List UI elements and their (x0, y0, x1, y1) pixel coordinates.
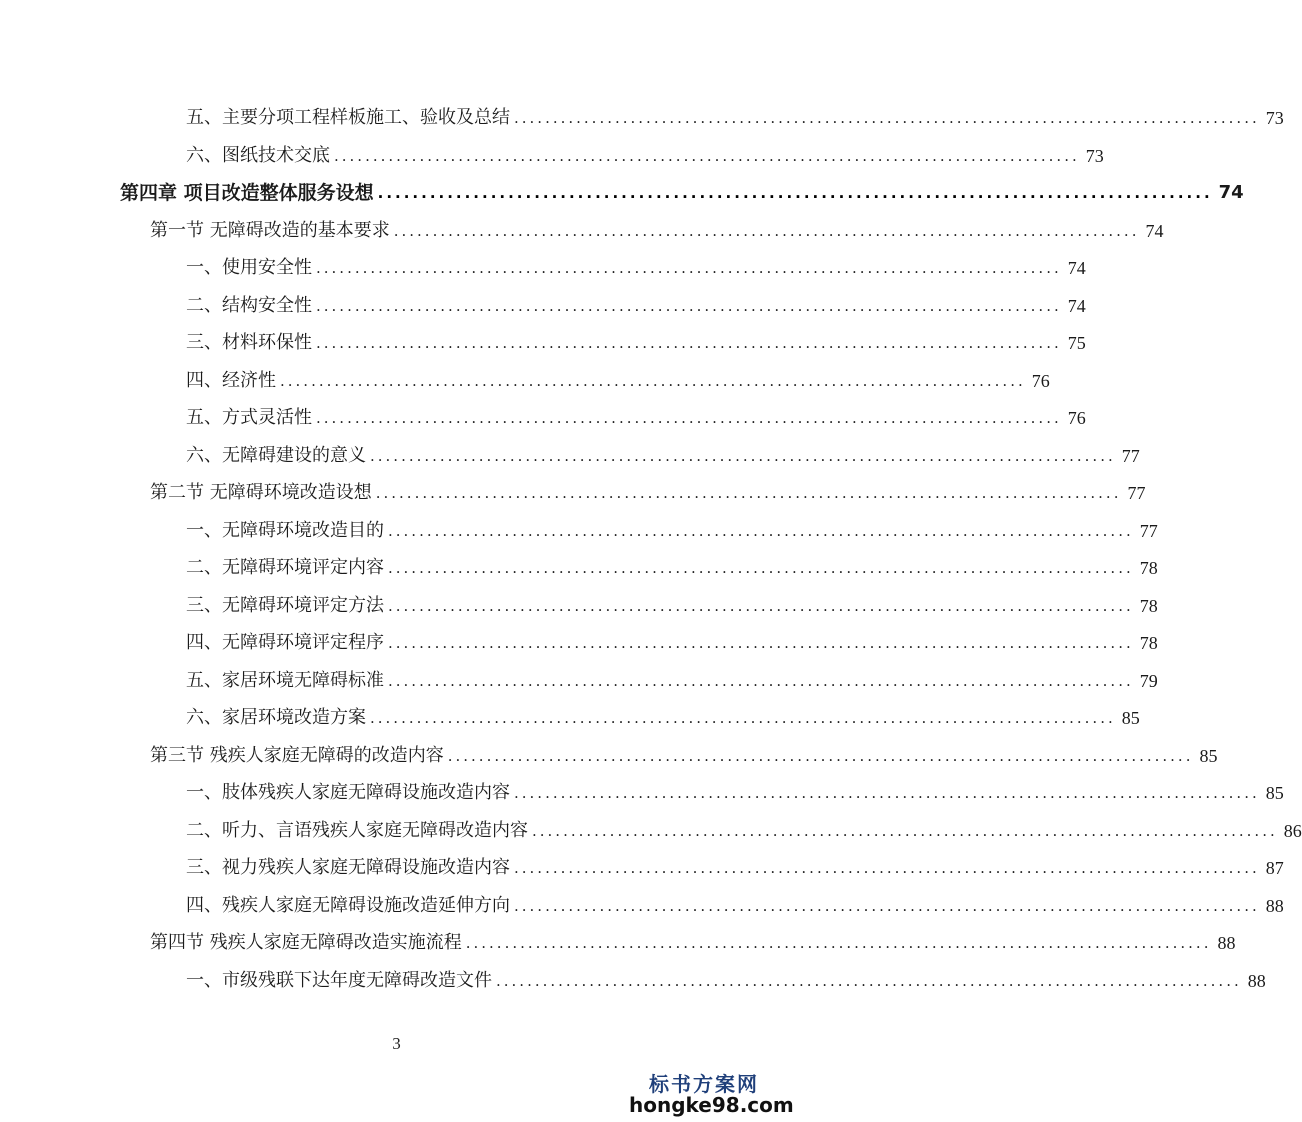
toc-entry[interactable] (186, 251, 1086, 285)
toc-entry[interactable] (186, 776, 1284, 810)
toc-leader-dots: ................................................................................................ (377, 184, 1213, 202)
watermark-name: 标书方案网 (649, 1072, 759, 1096)
toc-entry-page: 74 (1145, 221, 1164, 241)
toc-leader-dots: ................................................................................................ (316, 334, 1062, 352)
toc-entry-title: 五、方式灵活性 (186, 407, 312, 428)
toc-entry[interactable] (186, 514, 1158, 548)
toc-entry-title: 一、无障碍环境改造目的 (186, 520, 384, 541)
toc-leader-dots: ................................................................................................ (316, 259, 1062, 277)
toc-entry-page: 88 (1217, 933, 1236, 953)
toc-entry-title: 六、图纸技术交底 (186, 145, 330, 166)
toc-entry-title: 第四节 残疾人家庭无障碍改造实施流程 (150, 932, 462, 953)
toc-entry[interactable] (186, 851, 1284, 885)
toc-leader-dots: ................................................................................................ (316, 409, 1062, 427)
toc-entry-page: 87 (1265, 858, 1284, 878)
toc-entry-title: 四、经济性 (186, 370, 276, 391)
toc-entry[interactable] (186, 139, 1104, 173)
toc-leader-dots: ................................................................................................ (514, 109, 1260, 127)
toc-entry-page: 77 (1127, 483, 1146, 503)
toc-leader-dots: ................................................................................................ (388, 672, 1134, 690)
toc-entry[interactable] (186, 289, 1086, 323)
toc-section-entry[interactable] (150, 739, 1218, 773)
toc-entry[interactable] (186, 439, 1140, 473)
toc-entry-page: 85 (1121, 708, 1140, 728)
toc-entry-title: 一、使用安全性 (186, 257, 312, 278)
toc-entry-page: 75 (1067, 333, 1086, 353)
toc-leader-dots: ................................................................................................ (496, 972, 1242, 990)
toc-entry-title: 二、听力、言语残疾人家庭无障碍改造内容 (186, 820, 528, 841)
toc-leader-dots: ................................................................................................ (388, 559, 1134, 577)
toc-entry-title: 六、无障碍建设的意义 (186, 445, 366, 466)
toc-leader-dots: ................................................................................................ (465, 934, 1212, 952)
watermark-url: hongke98.com (629, 1093, 794, 1117)
toc-entry-title: 第四章 项目改造整体服务设想 (120, 182, 374, 204)
toc-entry[interactable] (186, 814, 1302, 848)
toc-entry[interactable] (186, 701, 1140, 735)
toc-entry-page: 77 (1121, 446, 1140, 466)
toc-leader-dots: ................................................................................................ (334, 147, 1080, 165)
toc-leader-dots: ................................................................................................ (514, 897, 1260, 915)
toc-section-entry[interactable] (150, 476, 1146, 510)
toc-entry[interactable] (186, 664, 1158, 698)
toc-leader-dots: ................................................................................................ (370, 709, 1116, 727)
toc-entry-page: 77 (1139, 521, 1158, 541)
toc-entry[interactable] (186, 889, 1284, 923)
toc-leader-dots: ................................................................................................ (388, 597, 1134, 615)
toc-entry-page: 79 (1139, 671, 1158, 691)
toc-entry-page: 78 (1139, 558, 1158, 578)
toc-leader-dots: ................................................................................................ (316, 297, 1062, 315)
toc-entry[interactable] (186, 401, 1086, 435)
toc-entry[interactable] (186, 101, 1284, 135)
toc-entry-page: 74 (1067, 258, 1086, 278)
toc-entry[interactable] (186, 626, 1158, 660)
toc-entry[interactable] (186, 589, 1158, 623)
toc-entry-title: 三、无障碍环境评定方法 (186, 595, 384, 616)
toc-entry-page: 88 (1247, 971, 1266, 991)
page-number: 3 (392, 1034, 401, 1053)
toc-entry-page: 73 (1085, 146, 1104, 166)
toc-leader-dots: ................................................................................................ (447, 747, 1194, 765)
toc-leader-dots: ................................................................................................ (370, 447, 1116, 465)
toc-leader-dots: ................................................................................................ (532, 822, 1278, 840)
toc-entry-title: 一、市级残联下达年度无障碍改造文件 (186, 970, 492, 991)
toc-entry-title: 五、主要分项工程样板施工、验收及总结 (186, 107, 510, 128)
toc-section-entry[interactable] (150, 214, 1164, 248)
toc-leader-dots: ................................................................................................ (393, 222, 1140, 240)
toc-entry-page: 76 (1067, 408, 1086, 428)
toc-entry[interactable] (186, 326, 1086, 360)
toc-entry-page: 74 (1218, 182, 1244, 203)
watermark-logo (629, 1072, 794, 1117)
toc-leader-dots: ................................................................................................ (514, 784, 1260, 802)
toc-entry-page: 86 (1283, 821, 1302, 841)
toc-entry-title: 三、材料环保性 (186, 332, 312, 353)
toc-entry-page: 85 (1265, 783, 1284, 803)
toc-entry-title: 一、肢体残疾人家庭无障碍设施改造内容 (186, 782, 510, 803)
toc-entry-page: 74 (1067, 296, 1086, 316)
toc-entry-title: 二、无障碍环境评定内容 (186, 557, 384, 578)
toc-leader-dots: ................................................................................................ (388, 522, 1134, 540)
toc-entry-title: 四、无障碍环境评定程序 (186, 632, 384, 653)
toc-section-entry[interactable] (150, 926, 1236, 960)
toc-leader-dots: ................................................................................................ (375, 484, 1122, 502)
toc-entry-title: 四、残疾人家庭无障碍设施改造延伸方向 (186, 895, 510, 916)
toc-entry-title: 第一节 无障碍改造的基本要求 (150, 220, 390, 241)
toc-entry-page: 85 (1199, 746, 1218, 766)
toc-entry-page: 76 (1031, 371, 1050, 391)
toc-leader-dots: ................................................................................................ (388, 634, 1134, 652)
toc-entry-page: 78 (1139, 596, 1158, 616)
toc-entry-title: 五、家居环境无障碍标准 (186, 670, 384, 691)
toc-entry-page: 78 (1139, 633, 1158, 653)
toc-entry-title: 第二节 无障碍环境改造设想 (150, 482, 372, 503)
toc-entry-title: 三、视力残疾人家庭无障碍设施改造内容 (186, 857, 510, 878)
toc-entry-page: 88 (1265, 896, 1284, 916)
toc-entry[interactable] (186, 551, 1158, 585)
toc-leader-dots: ................................................................................................ (280, 372, 1026, 390)
toc-entry-title: 六、家居环境改造方案 (186, 707, 366, 728)
toc-entry-page: 73 (1265, 108, 1284, 128)
toc-chapter-entry[interactable] (120, 176, 1244, 210)
toc-leader-dots: ................................................................................................ (514, 859, 1260, 877)
toc-entry[interactable] (186, 964, 1266, 998)
toc-entry[interactable] (186, 364, 1050, 398)
toc-entry-title: 二、结构安全性 (186, 295, 312, 316)
toc-entry-title: 第三节 残疾人家庭无障碍的改造内容 (150, 745, 444, 766)
